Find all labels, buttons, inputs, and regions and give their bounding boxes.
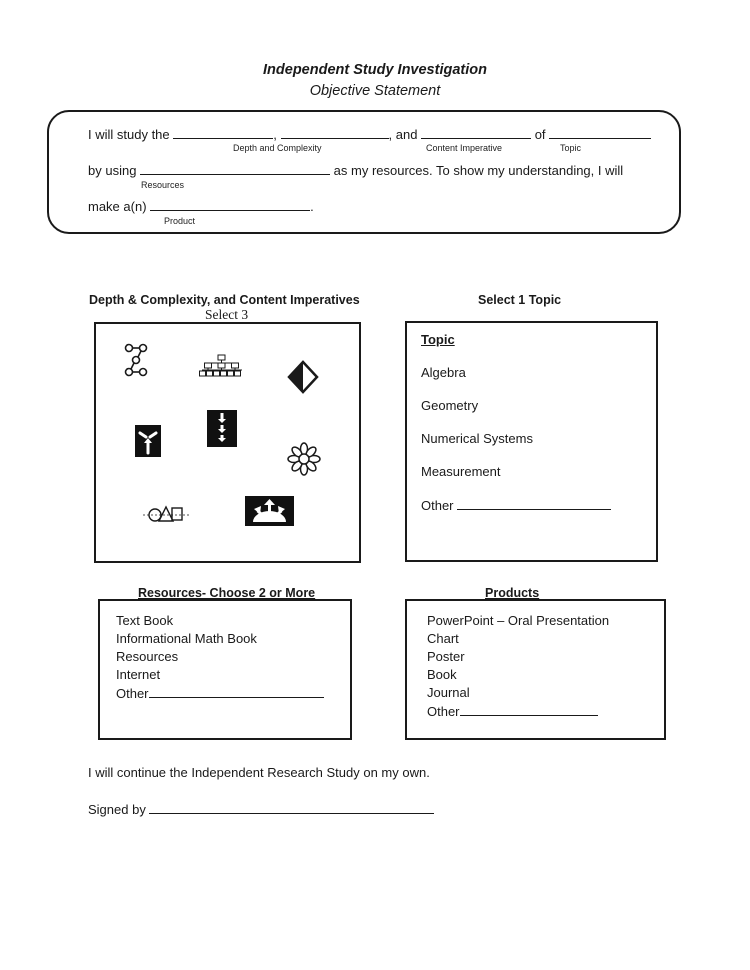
objective-statement-box — [47, 110, 681, 234]
content-imperative-blank[interactable] — [421, 126, 531, 139]
resource-other-label: Other — [116, 686, 149, 701]
topic-other-label: Other — [421, 498, 454, 513]
resources-box — [98, 599, 352, 740]
line1-sep2: , and — [388, 127, 418, 142]
hint-content-imperative: Content Imperative — [426, 143, 503, 153]
signature-line — [88, 801, 434, 817]
topic-section-heading: Select 1 Topic — [478, 293, 562, 307]
sunrise-arrows-icon[interactable] — [245, 496, 294, 526]
topic-option-other[interactable] — [421, 497, 611, 513]
topic-option-measurement[interactable]: Measurement — [421, 464, 501, 479]
resource-other-blank[interactable] — [149, 685, 324, 698]
topic-option-algebra[interactable]: Algebra — [421, 365, 466, 380]
products-box — [405, 599, 666, 740]
product-option-powerpoint[interactable]: PowerPoint – Oral Presentation — [427, 613, 610, 628]
topic-box — [405, 321, 658, 562]
signature-blank[interactable] — [149, 801, 434, 814]
product-option-poster[interactable]: Poster — [427, 649, 465, 664]
resource-option-informational-math-book[interactable]: Informational Math Book — [116, 631, 257, 646]
depth-section-heading: Depth & Complexity, and Content Imperatives — [89, 293, 360, 307]
line1-sep3: of — [534, 127, 546, 142]
resources-section-heading: Resources- Choose 2 or More — [138, 586, 316, 600]
multiple-perspectives-diamond-icon[interactable] — [287, 360, 319, 394]
product-other-label: Other — [427, 704, 460, 719]
convergence-arrows-icon[interactable] — [135, 425, 161, 457]
topic-option-geometry[interactable]: Geometry — [421, 398, 479, 413]
product-option-journal[interactable]: Journal — [427, 685, 470, 700]
big-idea-hierarchy-icon[interactable] — [199, 354, 245, 378]
depth-complexity-blank-1[interactable] — [173, 126, 273, 139]
product-option-book[interactable]: Book — [427, 667, 457, 682]
depth-section-subheading: Select 3 — [205, 307, 249, 322]
line2-prefix: by using — [88, 163, 137, 178]
hint-resources: Resources — [141, 180, 185, 190]
depth-complexity-blank-2[interactable] — [281, 126, 389, 139]
line1-prefix: I will study the — [88, 127, 170, 142]
line1-sep1: , — [273, 127, 277, 142]
signed-by-label: Signed by — [88, 802, 146, 817]
product-option-other[interactable] — [427, 703, 598, 719]
continue-statement: I will continue the Independent Research Study on my own. — [88, 765, 430, 780]
topic-blank[interactable] — [549, 126, 651, 139]
change-over-time-arrows-icon[interactable] — [207, 410, 237, 447]
line3-suffix: . — [310, 199, 314, 214]
document-title: Independent Study Investigation — [263, 62, 487, 78]
flower-icon[interactable] — [287, 442, 321, 476]
objective-line-3 — [88, 198, 314, 214]
resource-option-other[interactable] — [116, 685, 324, 701]
document-subtitle: Objective Statement — [309, 83, 441, 99]
shapes-line-icon[interactable] — [143, 504, 189, 524]
resource-option-text-book[interactable]: Text Book — [116, 613, 174, 628]
resource-option-resources[interactable]: Resources — [116, 649, 179, 664]
topic-option-numerical-systems[interactable]: Numerical Systems — [421, 431, 533, 446]
resources-blank[interactable] — [140, 162, 330, 175]
topic-box-title: Topic — [421, 332, 455, 347]
hint-topic: Topic — [560, 143, 582, 153]
product-option-chart[interactable]: Chart — [427, 631, 459, 646]
depth-icons-box — [94, 322, 361, 563]
line2-suffix: as my resources. To show my understanding, I will — [333, 163, 624, 178]
topic-other-blank[interactable] — [457, 497, 611, 510]
products-section-heading: Products — [485, 586, 540, 600]
line3-prefix: make a(n) — [88, 199, 147, 214]
objective-line-1 — [88, 126, 651, 142]
product-other-blank[interactable] — [460, 703, 598, 716]
details-chain-icon[interactable] — [123, 343, 151, 377]
resource-option-internet[interactable]: Internet — [116, 667, 161, 682]
product-blank[interactable] — [150, 198, 310, 211]
hint-depth-complexity: Depth and Complexity — [233, 143, 322, 153]
hint-product: Product — [164, 216, 196, 226]
objective-line-2 — [88, 162, 623, 178]
